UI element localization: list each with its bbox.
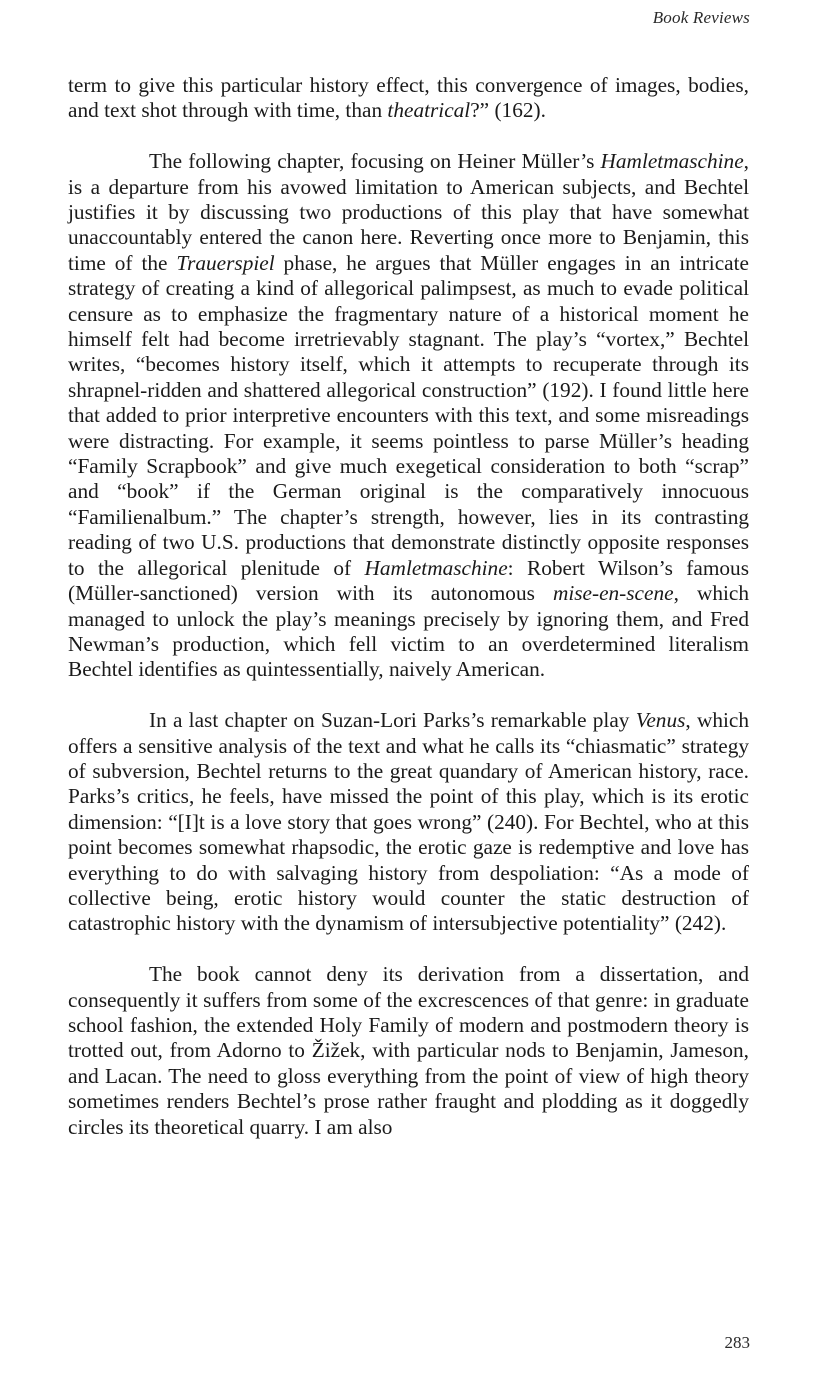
text-segment: phase, he argues that Müller engages in an intricate strategy of creating a kind of allegorical palimpsest, as much to evade political censure as to emphasize the fragmentary nature of a historical moment he himself felt had become irretrievably stagnant. The play’s “vortex,” Bechtel writes, “becomes history itself, which it attempts to recuperate through its shrapnel-ridden and shattered allegorical construction” (192). I found little here that added to prior interpretive encounters with this text, and some misreadings were distracting. For example, it seems pointless to parse Müller’s heading “Family Scrapbook” and give much exegetical consideration to both “scrap” and “book” if the German original is the comparatively innocuous “Familienalbum.” The chapter’s strength, however, lies in its contrasting reading of two U.S. productions that demonstrate distinctly opposite responses to the allegorical plenitude of	[68, 250, 750, 580]
paragraph-2	[68, 149, 749, 683]
text-segment: The following chapter, focusing on Heiner Müller’s	[149, 149, 601, 174]
running-head: Book Reviews	[652, 8, 750, 27]
italic-title: Venus	[635, 708, 686, 733]
text-segment: , is a departure from his avowed limitation to American subjects, and Bechtel justifies it by discussing two productions of this play that have somewhat unaccountably entered the canon here. Reverting once more to Benjamin, this time of the	[68, 149, 749, 275]
paragraph-4	[68, 962, 749, 1140]
paragraph-3	[68, 708, 749, 937]
text-segment: , which managed to unlock the play’s meanings precisely by ignoring them, and Fred Newman’s production, which fell victim to an overdetermined literalism Bechtel identifies as quintessentially, naively American.	[68, 581, 749, 682]
text-segment: term to give this particular history effect, this convergence of images, bodies, and text shot through with time, than	[68, 73, 749, 123]
text-segment: In a last chapter on Suzan-Lori Parks’s remarkable play	[149, 708, 636, 733]
text-segment: The book cannot deny its derivation from a dissertation, and consequently it suffers from some of the excrescences of that genre: in graduate school fashion, the extended Holy Family of modern and postmodern theory is trotted out, from Adorno to Žižek, with particular nods to Benjamin, Jameson, and Lacan. The need to gloss everything from the point of view of high theory sometimes renders Bechtel’s prose rather fraught and plodding as it doggedly circles its theoretical quarry. I am also	[68, 962, 749, 1139]
paragraph-1	[68, 73, 749, 124]
text-segment: : Robert Wilson’s famous (Müller-sanctioned) version with its autonomous	[68, 555, 749, 606]
text-segment: , which offers a sensitive analysis of the text and what he calls its “chiasmatic” strategy of subversion, Bechtel returns to the great quandary of American history, race. Parks’s critics, he feels, have missed the point of this play, which is its erotic dimension: “[I]t is a love story that goes wrong” (240). For Bechtel, who at this point becomes somewhat rhapsodic, the erotic gaze is redemptive and love has everything to do with salvaging history from despoliation: “As a mode of collective being, erotic history would counter the static destruction of catastrophic history with the dynamism of intersubjective potentiality” (242).	[68, 708, 750, 936]
italic-title: Hamletmaschine	[600, 149, 744, 174]
body-text	[68, 73, 749, 1140]
italic-term: mise-en-scene	[552, 581, 674, 606]
italic-title: Hamletmaschine	[364, 555, 508, 580]
italic-title: theatrical	[387, 98, 471, 123]
italic-title: Trauerspiel	[176, 250, 275, 275]
page-number: 283	[724, 1333, 750, 1352]
text-segment: ?” (162).	[470, 98, 546, 123]
